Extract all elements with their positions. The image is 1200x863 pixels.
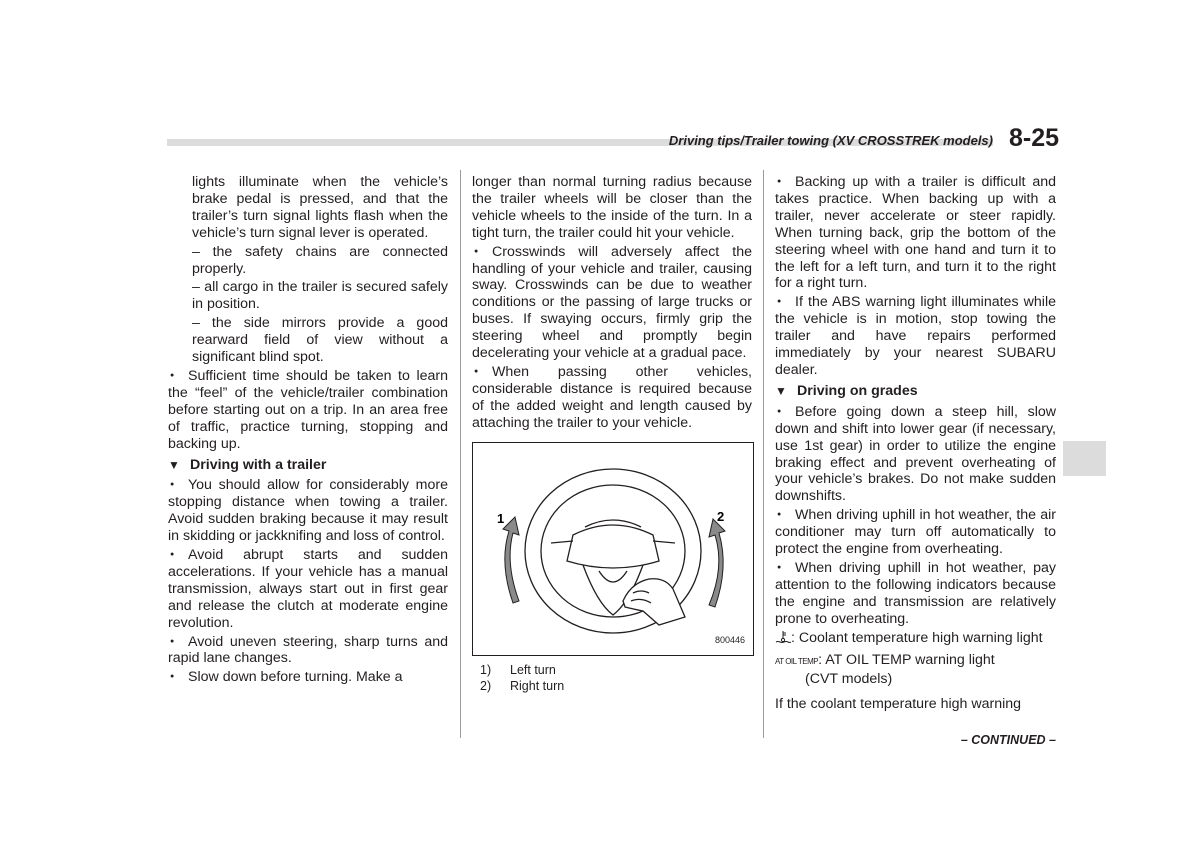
bullet-item: [168, 547, 448, 632]
at-oil-temp-icon: AT OIL TEMP: [775, 657, 819, 667]
bullet-icon: [170, 634, 188, 651]
paragraph: longer than normal turning radius because the trailer wheels will be closer than the vehicle wheels to the inside of the turn. In a tight turn, the trailer could hit your vehicle.: [472, 174, 752, 241]
column-1: [168, 174, 448, 688]
at-oil-temp-indicator: [775, 652, 1056, 688]
continued-label: – CONTINUED –: [960, 733, 1056, 747]
bullet-text: Sufficient time should be taken to learn the “feel” of the vehicle/trailer combination before starting out on a trip. In an area free of traffic, practice turning, stopping and backing up.: [168, 367, 448, 452]
caption-item: [472, 678, 752, 694]
bullet-icon: [170, 547, 188, 564]
caption-text: Right turn: [510, 678, 565, 693]
section-heading: [168, 457, 448, 474]
caption-item: [472, 662, 752, 678]
coolant-indicator-text: : Coolant temperature high warning light: [791, 629, 1043, 646]
caption-number: 1): [480, 662, 492, 677]
bullet-icon: [170, 368, 188, 385]
bullet-text: Avoid uneven steering, sharp turns and rapid lane changes.: [168, 633, 448, 667]
column-divider: [763, 170, 764, 738]
bullet-item: [168, 368, 448, 453]
paragraph: If the coolant temperature high warning: [775, 696, 1022, 713]
hand-graphic: [623, 578, 685, 624]
bullet-item: [775, 404, 1056, 505]
caption-text: Left turn: [510, 662, 556, 677]
bullet-text: When driving uphill in hot weather, pay attention to the following indicators because the engine and transmission are relatively prone to overheating.: [775, 559, 1056, 627]
bullet-item: [168, 477, 448, 545]
bullet-icon: [777, 404, 795, 421]
bullet-item: [775, 560, 1056, 628]
bullet-text: Slow down before turning. Make a: [188, 669, 403, 686]
bullet-text: When passing other vehicles, considerable distance is required because of the added weight and length caused by attaching the trailer to your vehicle.: [472, 363, 752, 431]
column-2: [472, 174, 752, 694]
paragraph: lights illuminate when the vehicle’s brake pedal is pressed, and that the trailer’s turn signal lights flash when the vehicle’s turn signal lever is operated.: [192, 174, 448, 241]
page-number: 8-25: [1009, 124, 1060, 152]
figure-code: 800446: [714, 634, 745, 645]
bullet-text: If the ABS warning light illuminates while the vehicle is in motion, stop towing the trailer and have repairs performed immediately by your nearest SUBARU dealer.: [775, 294, 1056, 378]
bullet-item: [775, 174, 1056, 292]
bullet-text: Backing up with a trailer is difficult and takes practice. When backing up with a trailer, never accelerate or steer rapidly. When turning back, grip the bottom of the steering wheel with one hand and turn it to the left for a left turn, and turn it to the right for a right turn.: [775, 174, 1056, 292]
bullet-item: [472, 364, 752, 432]
bullet-text: Crosswinds will adversely affect the handling of your vehicle and trailer, causing sway. Crosswinds can be due to weather conditions or the passing of large trucks or buses. If swaying occurs, firmly grip the steering wheel and promptly begin decelerating your vehicle at a gradual pace.: [472, 243, 752, 362]
triangle-down-icon: ▼: [168, 457, 180, 472]
heading-text: Driving on grades: [797, 382, 918, 399]
bullet-icon: [474, 244, 492, 261]
bullet-text: When driving uphill in hot weather, the air conditioner may turn off automatically to protect the engine from overheating.: [775, 507, 1056, 558]
bullet-item: [168, 669, 448, 686]
bullet-item: [168, 634, 448, 668]
at-oil-temp-subtext: (CVT models): [805, 671, 893, 688]
bullet-icon: [777, 507, 795, 524]
bullet-icon: [170, 477, 188, 494]
heading-text: Driving with a trailer: [190, 456, 327, 473]
coolant-temperature-icon: [775, 630, 791, 644]
figure-label-2: 2: [717, 508, 725, 524]
bullet-text: Avoid abrupt starts and sudden accelerations. If your vehicle has a manual transmission, always start out in first gear and release the clutch at moderate engine revolution.: [168, 547, 448, 631]
steering-wheel-figure: [472, 442, 754, 656]
caption-number: 2): [480, 678, 492, 693]
section-title: Driving tips/Trailer towing (XV CROSSTREK models): [668, 133, 993, 148]
arrow-right-turn-icon: [709, 519, 725, 607]
coolant-indicator: [775, 630, 1056, 647]
paragraph: – all cargo in the trailer is secured safely in position.: [192, 279, 448, 313]
chapter-tab: [1063, 441, 1106, 476]
bullet-text: You should allow for considerably more stopping distance when towing a trailer. Avoid sudden braking because it may result in skidding or jackknifing and loss of control.: [168, 477, 448, 545]
triangle-down-icon: ▼: [775, 383, 787, 398]
bullet-icon: [777, 174, 795, 191]
section-heading: [775, 383, 1056, 400]
paragraph: – the side mirrors provide a good rearward field of view without a significant blind spot.: [192, 315, 448, 366]
column-divider: [460, 170, 461, 738]
figure-label-1: 1: [497, 510, 505, 526]
column-3: [775, 174, 1056, 715]
bullet-icon: [170, 669, 188, 686]
arrow-left-turn-icon: [503, 517, 519, 603]
bullet-icon: [474, 364, 492, 381]
paragraph: – the safety chains are connected properly.: [192, 243, 448, 277]
at-oil-temp-text: : AT OIL TEMP warning light: [818, 652, 995, 669]
bullet-item: [472, 244, 752, 362]
bullet-text: Before going down a steep hill, slow down and shift into lower gear (if necessary, use 1st gear) in order to utilize the engine braking effect and prevent overheating of your vehicle’s brakes. Do not make sudden downshifts.: [775, 403, 1056, 505]
bullet-item: [775, 507, 1056, 558]
bullet-item: [775, 294, 1056, 379]
steering-wheel-illustration: [473, 443, 753, 655]
bullet-icon: [777, 294, 795, 311]
wheel-hub: [567, 525, 659, 568]
bullet-icon: [777, 560, 795, 577]
